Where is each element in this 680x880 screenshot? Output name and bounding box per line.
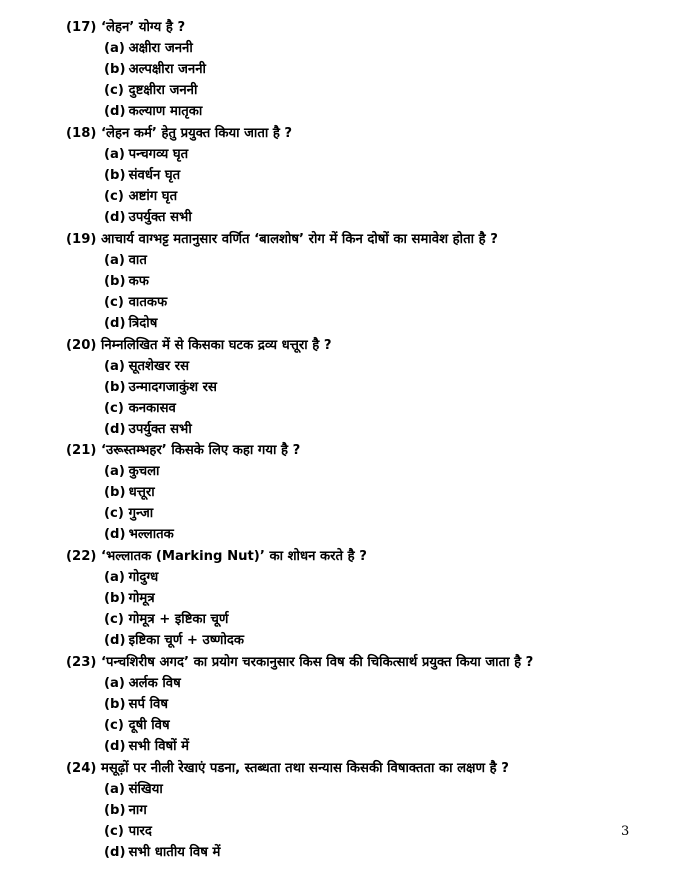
option-text: गोमूत्र bbox=[128, 591, 155, 606]
option-b bbox=[104, 801, 662, 822]
option-label: (a) bbox=[104, 570, 125, 585]
option-label: (c) bbox=[104, 401, 124, 416]
option-b bbox=[104, 166, 662, 187]
option-text: पारद bbox=[128, 824, 152, 839]
option-label: (d) bbox=[104, 845, 126, 860]
option-d bbox=[104, 420, 662, 441]
question-number: (23) bbox=[66, 655, 97, 670]
option-label: (b) bbox=[104, 62, 126, 77]
question-number: (19) bbox=[66, 232, 97, 247]
option-text: इष्टिका चूर्ण + उष्णोदक bbox=[128, 633, 245, 648]
question-text bbox=[66, 759, 662, 780]
question-19 bbox=[66, 230, 662, 335]
option-label: (a) bbox=[104, 41, 125, 56]
option-text: उपर्युक्त सभी bbox=[128, 210, 192, 225]
option-label: (a) bbox=[104, 464, 125, 479]
option-d bbox=[104, 102, 662, 123]
option-d bbox=[104, 314, 662, 335]
options-list bbox=[66, 462, 662, 546]
question-20 bbox=[66, 336, 662, 441]
option-text: दुष्टक्षीरा जननी bbox=[128, 83, 198, 98]
option-a bbox=[104, 145, 662, 166]
option-text: संवर्धन घृत bbox=[128, 168, 181, 183]
option-label: (b) bbox=[104, 274, 126, 289]
question-23 bbox=[66, 653, 662, 758]
option-label: (a) bbox=[104, 782, 125, 797]
question-stem: ‘पन्चशिरीष अगद’ का प्रयोग चरकानुसार किस विष की चिकित्सार्थ प्रयुक्त किया जाता है ? bbox=[101, 655, 534, 670]
question-number: (22) bbox=[66, 549, 97, 564]
option-text: वात bbox=[128, 253, 147, 268]
option-label: (d) bbox=[104, 739, 126, 754]
option-label: (c) bbox=[104, 718, 124, 733]
option-label: (d) bbox=[104, 633, 126, 648]
option-text: नाग bbox=[128, 803, 147, 818]
option-text: कनकासव bbox=[128, 401, 176, 416]
question-stem: मसूढ़ों पर नीली रेखाएं पडना, स्तब्धता तथा सन्यास किसकी विषाक्तता का लक्षण है ? bbox=[101, 761, 509, 776]
option-text: वातकफ bbox=[128, 295, 168, 310]
option-c bbox=[104, 822, 662, 843]
options-list bbox=[66, 39, 662, 123]
options-list bbox=[66, 674, 662, 758]
options-list bbox=[66, 145, 662, 229]
question-18 bbox=[66, 124, 662, 229]
option-label: (c) bbox=[104, 295, 124, 310]
option-a bbox=[104, 462, 662, 483]
option-text: कुचला bbox=[128, 464, 160, 479]
question-text bbox=[66, 18, 662, 39]
option-text: सभी विषों में bbox=[128, 739, 190, 754]
options-list bbox=[66, 251, 662, 335]
option-label: (b) bbox=[104, 697, 126, 712]
option-b bbox=[104, 695, 662, 716]
options-list bbox=[66, 780, 662, 864]
question-number: (21) bbox=[66, 443, 97, 458]
option-text: कल्याण मातृका bbox=[128, 104, 203, 119]
option-text: गुन्जा bbox=[128, 506, 154, 521]
option-c bbox=[104, 187, 662, 208]
option-label: (c) bbox=[104, 612, 124, 627]
option-label: (d) bbox=[104, 316, 126, 331]
question-stem: ‘भल्लातक (Marking Nut)’ का शोधन करते है ? bbox=[101, 549, 367, 564]
option-label: (b) bbox=[104, 803, 126, 818]
option-text: गोमूत्र + इष्टिका चूर्ण bbox=[128, 612, 229, 627]
option-c bbox=[104, 504, 662, 525]
option-c bbox=[104, 293, 662, 314]
option-a bbox=[104, 780, 662, 801]
option-a bbox=[104, 674, 662, 695]
question-17 bbox=[66, 18, 662, 123]
option-text: धत्तूरा bbox=[128, 485, 155, 500]
option-label: (b) bbox=[104, 591, 126, 606]
option-b bbox=[104, 272, 662, 293]
question-text bbox=[66, 547, 662, 568]
option-b bbox=[104, 378, 662, 399]
question-24 bbox=[66, 759, 662, 864]
option-label: (d) bbox=[104, 527, 126, 542]
option-label: (a) bbox=[104, 676, 125, 691]
option-text: उपर्युक्त सभी bbox=[128, 422, 192, 437]
option-text: अक्षीरा जननी bbox=[128, 41, 193, 56]
option-label: (a) bbox=[104, 147, 125, 162]
option-text: सूतशेखर रस bbox=[128, 359, 190, 374]
option-text: सर्प विष bbox=[128, 697, 168, 712]
question-22 bbox=[66, 547, 662, 652]
question-21 bbox=[66, 441, 662, 546]
option-a bbox=[104, 251, 662, 272]
option-c bbox=[104, 399, 662, 420]
option-label: (c) bbox=[104, 189, 124, 204]
option-text: पन्चगव्य घृत bbox=[128, 147, 189, 162]
option-d bbox=[104, 208, 662, 229]
question-stem: ‘उरूस्तम्भहर’ किसके लिए कहा गया है ? bbox=[101, 443, 301, 458]
option-a bbox=[104, 568, 662, 589]
option-d bbox=[104, 631, 662, 652]
question-stem: ‘लेहन’ योग्य है ? bbox=[101, 20, 186, 35]
option-label: (c) bbox=[104, 83, 124, 98]
option-text: भल्लातक bbox=[128, 527, 174, 542]
question-number: (20) bbox=[66, 338, 97, 353]
option-a bbox=[104, 357, 662, 378]
option-label: (b) bbox=[104, 168, 126, 183]
option-d bbox=[104, 843, 662, 864]
option-text: गोदुग्ध bbox=[128, 570, 159, 585]
option-c bbox=[104, 81, 662, 102]
option-label: (d) bbox=[104, 422, 126, 437]
option-text: संखिया bbox=[128, 782, 163, 797]
option-d bbox=[104, 525, 662, 546]
question-text bbox=[66, 124, 662, 145]
question-text bbox=[66, 653, 662, 674]
option-b bbox=[104, 60, 662, 81]
option-label: (c) bbox=[104, 506, 124, 521]
option-text: त्रिदोष bbox=[128, 316, 158, 331]
option-text: दूषी विष bbox=[128, 718, 170, 733]
question-number: (24) bbox=[66, 761, 97, 776]
options-list bbox=[66, 568, 662, 652]
option-label: (d) bbox=[104, 210, 126, 225]
option-label: (a) bbox=[104, 359, 125, 374]
option-text: अष्टांग घृत bbox=[128, 189, 178, 204]
question-number: (17) bbox=[66, 20, 97, 35]
question-text bbox=[66, 336, 662, 357]
question-text bbox=[66, 230, 662, 251]
option-b bbox=[104, 589, 662, 610]
question-stem: ‘लेहन कर्म’ हेतु प्रयुक्त किया जाता है ? bbox=[101, 126, 293, 141]
option-text: अल्पक्षीरा जननी bbox=[128, 62, 206, 77]
option-text: सभी धातीय विष में bbox=[128, 845, 221, 860]
option-label: (a) bbox=[104, 253, 125, 268]
option-label: (d) bbox=[104, 104, 126, 119]
question-stem: आचार्य वाग्भट्ट मतानुसार वर्णित ‘बालशोष’ रोग में किन दोषों का समावेश होता है ? bbox=[101, 232, 498, 247]
page-number: 3 bbox=[621, 824, 630, 839]
question-number: (18) bbox=[66, 126, 97, 141]
option-a bbox=[104, 39, 662, 60]
option-label: (b) bbox=[104, 380, 126, 395]
option-d bbox=[104, 737, 662, 758]
option-label: (b) bbox=[104, 485, 126, 500]
option-label: (c) bbox=[104, 824, 124, 839]
option-text: कफ bbox=[128, 274, 149, 289]
option-c bbox=[104, 610, 662, 631]
option-c bbox=[104, 716, 662, 737]
question-stem: निम्नलिखित में से किसका घटक द्रव्य धत्तूरा है ? bbox=[101, 338, 332, 353]
option-text: उन्मादगजाकुंश रस bbox=[128, 380, 217, 395]
options-list bbox=[66, 357, 662, 441]
option-b bbox=[104, 483, 662, 504]
option-text: अर्लक विष bbox=[128, 676, 181, 691]
question-text bbox=[66, 441, 662, 462]
